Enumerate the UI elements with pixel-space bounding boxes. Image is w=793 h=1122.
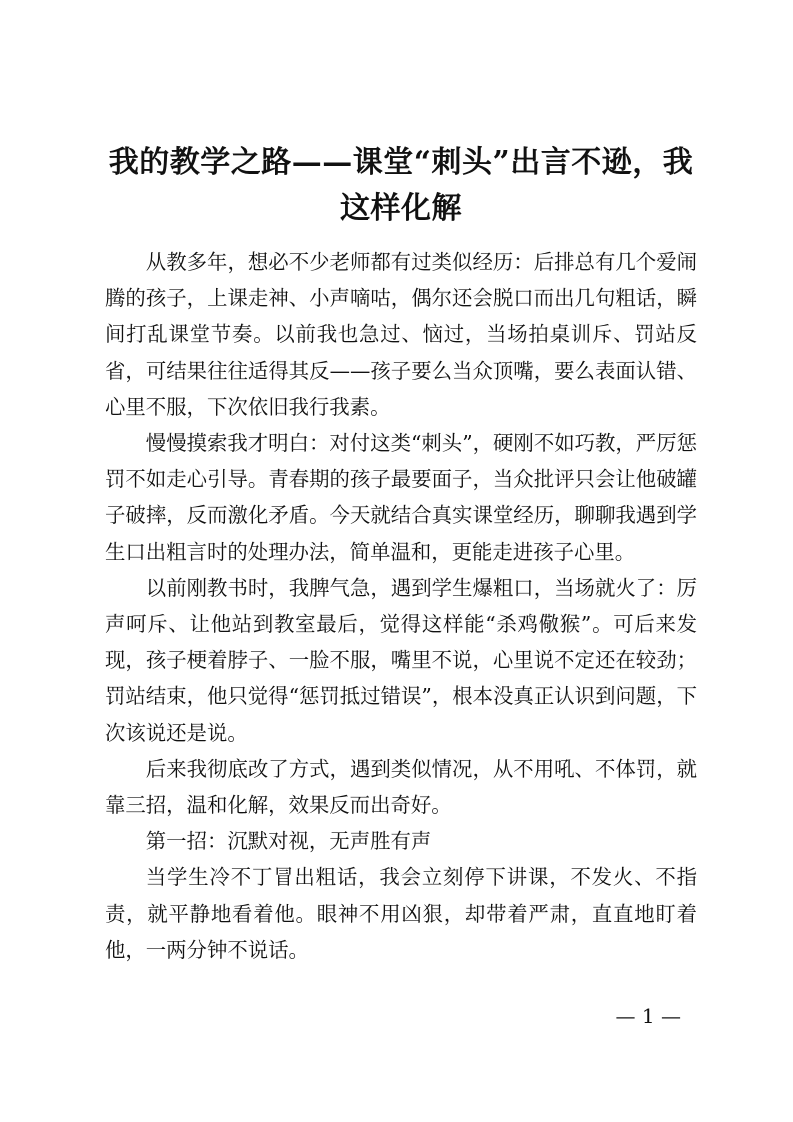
document-body [105, 244, 697, 968]
section-heading: 第一招：沉默对视，无声胜有声 [145, 829, 432, 854]
document-title: 我的教学之路——课堂“刺头”出言不逊，我这样化解 [108, 145, 694, 226]
paragraph: 慢慢摸索我才明白：对付这类“刺头”，硬刚不如巧教，严厉惩罚不如走心引导。青春期的孩子最要面子，当众批评只会让他破罐子破摔，反而激化矛盾。今天就结合真实课堂经历，聊聊我遇到学生口出粗言时的处理办法，简单温和，更能走进孩子心里。 [105, 431, 697, 564]
paragraph: 以前刚教书时，我脾气急，遇到学生爆粗口，当场就火了：厉声呵斥、让他站到教室最后，觉得这样能“杀鸡儆猴”。可后来发现，孩子梗着脖子、一脸不服，嘴里不说，心里说不定还在较劲；罚站结束，他只觉得“惩罚抵过错误”，根本没真正认识到问题，下次该说还是说。 [105, 575, 697, 745]
page-number: — 1 — [615, 1004, 681, 1028]
paragraph: 当学生冷不丁冒出粗话，我会立刻停下讲课，不发火、不指责，就平静地看着他。眼神不用凶狠，却带着严肃，直直地盯着他，一两分钟不说话。 [105, 865, 697, 962]
paragraph: 从教多年，想必不少老师都有过类似经历：后排总有几个爱闹腾的孩子，上课走神、小声嘀咕，偶尔还会脱口而出几句粗话，瞬间打乱课堂节奏。以前我也急过、恼过，当场拍桌训斥、罚站反省，可结果往往适得其反——孩子要么当众顶嘴，要么表面认错、心里不服，下次依旧我行我素。 [105, 250, 697, 419]
paragraph: 后来我彻底改了方式，遇到类似情况，从不用吼、不体罚，就靠三招，温和化解，效果反而出奇好。 [105, 756, 697, 818]
